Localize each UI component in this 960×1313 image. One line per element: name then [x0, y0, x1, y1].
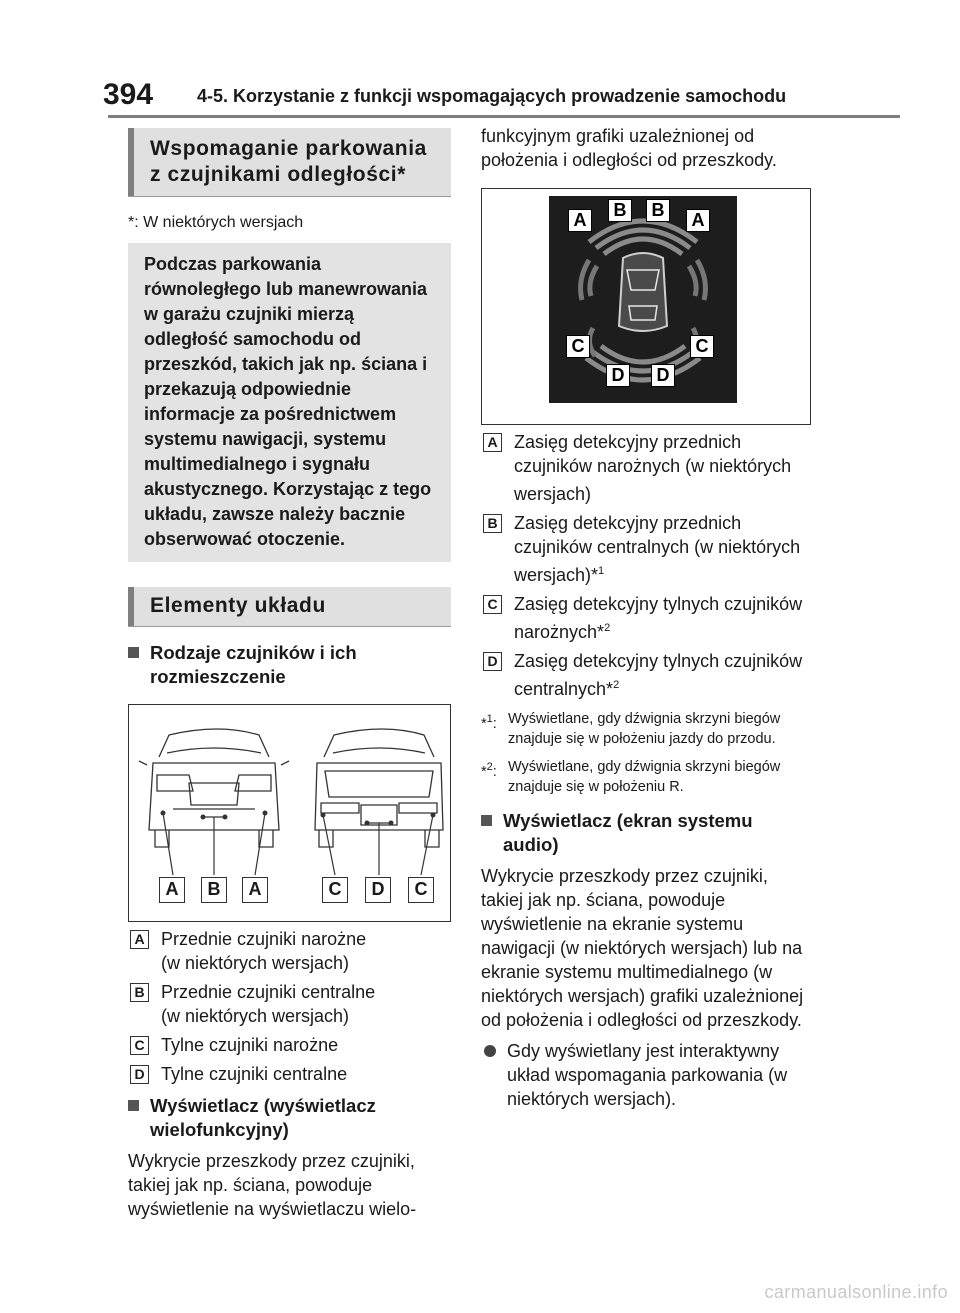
- legend-mark: B: [130, 983, 149, 1002]
- legend-item: [481, 511, 811, 587]
- subheading-text: Wyświetlacz (ekran systemu audio): [503, 810, 753, 855]
- screen-label-b-left: B: [608, 199, 632, 222]
- footnote-text: Wyświetlane, gdy dźwignia skrzyni biegów znajduje się w położeniu R.: [508, 759, 781, 795]
- legend-text: Zasięg detekcyjny przednich czujników narożnych (w niektórych wersjach): [514, 432, 792, 504]
- legend-text: Zasięg detekcyjny przednich czujników centralnych (w niektórych wersjach)*: [514, 513, 801, 585]
- footnote-mark: *$^1$:: [481, 713, 497, 732]
- section-heading: Wspomaganie parkowania z czujnikami odległości*: [128, 128, 451, 196]
- chapter-title: 4-5. Korzystanie z funkcji wspomagających prowadzenie samochodu: [197, 86, 787, 106]
- watermark: carmanualsonline.info: [764, 1282, 948, 1302]
- legend-item: [128, 927, 451, 975]
- multi-display-subheading: [128, 1094, 451, 1142]
- sensor-location-diagram: [128, 704, 451, 922]
- legend-mark: C: [483, 595, 502, 614]
- subheading-text: Wyświetlacz (wyświetlacz wielofunkcyjny): [150, 1095, 376, 1140]
- diagram-label-c-right: C: [408, 877, 434, 903]
- body-paragraph: Wykrycie przeszkody przez czujniki, takiej jak np. ściana, powoduje wyświetlenie na ekranie systemu nawigacji (w niektórych wersjach) lub na ekranie systemu multimedialnego (w niektórych wersjach) grafiki uzależnionej od położenia i odległości od przeszkody.: [481, 866, 804, 1030]
- right-column: [481, 124, 811, 1111]
- footnote-text: Wyświetlane, gdy dźwignia skrzyni biegów znajduje się w położeniu jazdy do przodu.: [508, 711, 781, 747]
- body-paragraph: Wykrycie przeszkody przez czujniki, takiej jak np. ściana, powoduje wyświetlenie na wyświetlaczu wielo-: [128, 1151, 417, 1219]
- legend-item: [481, 649, 811, 701]
- legend-item: [481, 430, 811, 506]
- page-number: 394: [103, 78, 154, 111]
- left-column: [128, 128, 451, 1221]
- footnote-asterisk: *: [481, 763, 487, 780]
- legend-item: [128, 1062, 451, 1086]
- legend-superscript: 2: [613, 679, 620, 691]
- legend-text: Tylne czujniki narożne: [161, 1035, 339, 1055]
- footnote-mark: *$^2$:: [481, 761, 497, 780]
- screen-label-b-right: B: [646, 199, 670, 222]
- square-bullet-icon: [128, 1100, 139, 1111]
- legend-text: (w niektórych wersjach): [161, 1006, 350, 1026]
- legend-text: Przednie czujniki centralne: [161, 982, 376, 1002]
- display-illustration-frame: [481, 188, 811, 425]
- sensor-types-subheading: [128, 641, 451, 689]
- legend-item: [128, 980, 451, 1028]
- bullet-item: [481, 1039, 811, 1111]
- legend-item: [128, 1033, 451, 1057]
- diagram-label-c-left: C: [322, 877, 348, 903]
- footnote-number: 2: [486, 761, 493, 773]
- range-legend: [481, 430, 811, 701]
- header-rule: [108, 115, 900, 118]
- body-paragraph-continued: funkcyjnym grafiki uzależnionej od położenia i odległości od przeszkody.: [481, 126, 777, 170]
- subheading-text: Rodzaje czujników i ich rozmieszczenie: [150, 642, 357, 687]
- audio-screen-subheading: [481, 809, 811, 857]
- footnote-asterisk: *: [481, 715, 487, 732]
- heading-underline: [128, 196, 451, 197]
- diagram-label-a-right: A: [242, 877, 268, 903]
- legend-mark: D: [130, 1065, 149, 1084]
- legend-superscript: 1: [598, 565, 605, 577]
- screen-label-a-right: A: [686, 209, 710, 232]
- legend-mark: D: [483, 652, 502, 671]
- legend-mark: C: [130, 1036, 149, 1055]
- system-components-heading: Elementy układu: [128, 587, 451, 626]
- screen-label-c-left: C: [566, 335, 590, 358]
- footnote-number: 1: [486, 713, 493, 725]
- legend-text: Przednie czujniki narożne: [161, 929, 367, 949]
- legend-item: [481, 592, 811, 644]
- legend-mark: B: [483, 514, 502, 533]
- screen-label-d-right: D: [651, 364, 675, 387]
- round-bullet-icon: [484, 1045, 496, 1057]
- legend-text: Tylne czujniki centralne: [161, 1064, 348, 1084]
- bullet-text: Gdy wyświetlany jest interaktywny układ wspomagania parkowania (w niektórych wersjach).: [507, 1041, 788, 1109]
- screen-label-a-left: A: [568, 209, 592, 232]
- legend-superscript: 2: [604, 622, 611, 634]
- screen-label-d-left: D: [606, 364, 630, 387]
- diagram-label-b: B: [201, 877, 227, 903]
- diagram-label-d: D: [365, 877, 391, 903]
- footnote-2: [481, 757, 811, 797]
- legend-text: Zasięg detekcyjny tylnych czujników centralnych*: [514, 651, 803, 699]
- diagram-label-a-left: A: [159, 877, 185, 903]
- square-bullet-icon: [481, 815, 492, 826]
- square-bullet-icon: [128, 647, 139, 658]
- footnote-1: [481, 709, 811, 749]
- screen-label-c-right: C: [690, 335, 714, 358]
- legend-mark: A: [130, 930, 149, 949]
- heading-underline: [128, 626, 451, 627]
- legend-mark: A: [483, 433, 502, 452]
- version-footnote: *: W niektórych wersjach: [128, 214, 304, 231]
- intro-box: Podczas parkowania równoległego lub manewrowania w garażu czujniki mierzą odległość samochodu od przeszkód, takich jak np. ściana i przekazują odpowiednie informacje za pośrednictwem systemu nawigacji, systemu multimedialnego i sygnału akustycznego. Korzystając z tego układu, zawsze należy bacznie obserwować otoczenie.: [128, 243, 451, 562]
- legend-text: Zasięg detekcyjny tylnych czujników narożnych*: [514, 594, 803, 642]
- legend-text: (w niektórych wersjach): [161, 953, 350, 973]
- sensor-legend: [128, 927, 451, 1086]
